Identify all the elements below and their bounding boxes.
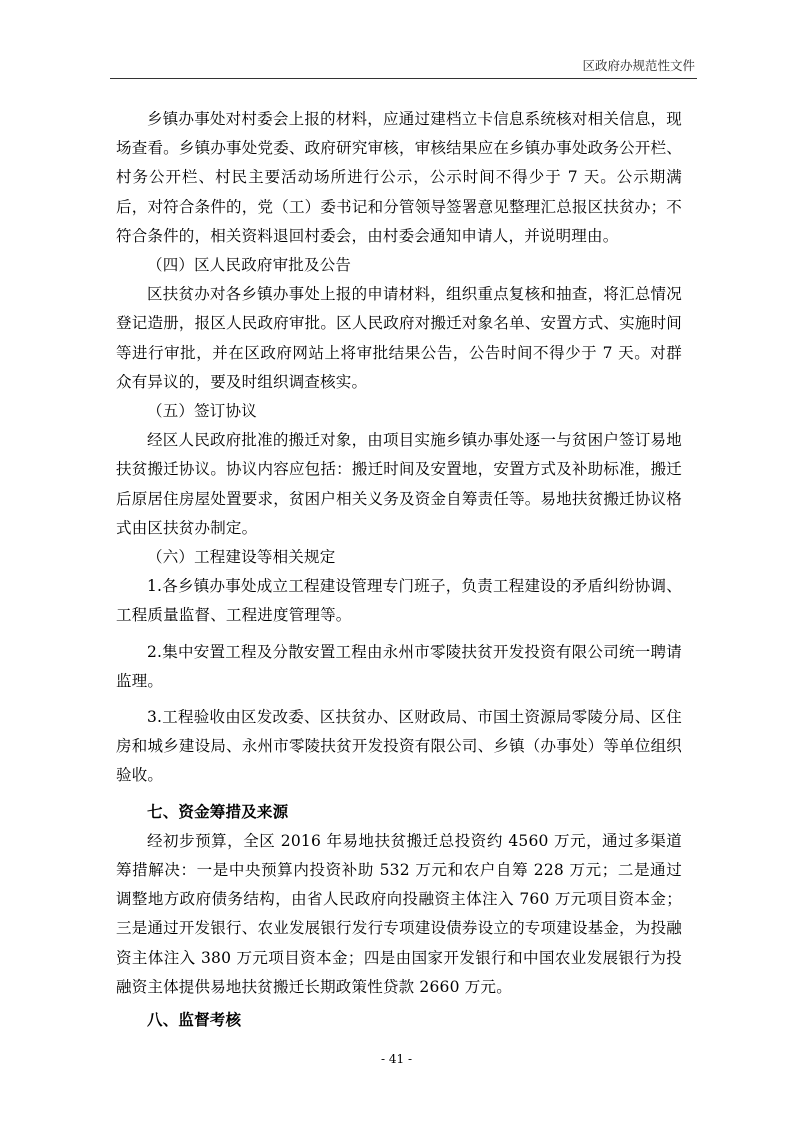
list-item-2: 2.集中安置工程及分散安置工程由永州市零陵扶贫开发投资有限公司统一聘请监理。	[116, 642, 682, 690]
document-header-title: 区政府办规范性文件	[582, 58, 695, 73]
paragraph-funding: 经初步预算，全区 2016 年易地扶贫搬迁总投资约 4560 万元，通过多渠道筹措解决：一是中央预算内投资补助 532 万元和农户自筹 228 万元；二是通过调整地方政府债务结构，由省人民政府向投融资主体注入 760 万元项目资本金；三是通过开发银行、农业发展银行发行专项建设债券设立的专项建设基金，为投融资主体注入 380 万元项目资本金；四是由国家开发银行和中国农业发展银行为投融资主体提供易地扶贫搬迁长期政策性贷款 2660 万元。	[116, 831, 682, 996]
paragraph-sign-agreement: 经区人民政府批准的搬迁对象，由项目实施乡镇办事处逐一与贫困户签订易地扶贫搬迁协议。协议内容应包括：搬迁时间及安置地，安置方式及补助标准，搬迁后原居住房屋处置要求，贫困户相关义务及资金自筹责任等。易地扶贫搬迁协议格式由区扶贫办制定。	[116, 431, 682, 537]
section-heading-6: （六）工程建设等相关规定	[147, 548, 336, 567]
list-item-1: 1.各乡镇办事处成立工程建设管理专门班子，负责工程建设的矛盾纠纷协调、工程质量监督、工程进度管理等。	[116, 577, 682, 625]
page-number: - 41 -	[380, 1052, 412, 1066]
section-heading-4: （四）区人民政府审批及公告	[147, 256, 352, 275]
list-item-3: 3.工程验收由区发改委、区扶贫办、区财政局、市国土资源局零陵分局、区住房和城乡建设局、永州市零陵扶贫开发投资有限公司、乡镇（办事处）等单位组织验收。	[116, 708, 682, 785]
document-body	[116, 105, 682, 1035]
section-heading-8: 八、监督考核	[147, 1011, 242, 1030]
paragraph-district-approval: 区扶贫办对各乡镇办事处上报的申请材料，组织重点复核和抽查，将汇总情况登记造册，报区人民政府审批。区人民政府对搬迁对象名单、安置方式、实施时间等进行审批，并在区政府网站上将审批结果公告，公告时间不得少于 7 天。对群众有异议的，要及时组织调查核实。	[116, 285, 682, 391]
section-heading-5: （五）签订协议	[147, 402, 257, 421]
paragraph-township-review: 乡镇办事处对村委会上报的材料，应通过建档立卡信息系统核对相关信息，现场查看。乡镇办事处党委、政府研究审核，审核结果应在乡镇办事处政务公开栏、村务公开栏、村民主要活动场所进行公示，公示时间不得少于 7 天。公示期满后，对符合条件的，党（工）委书记和分管领导签署意见整理汇总报区扶贫办；不符合条件的，相关资料退回村委会，由村委会通知申请人，并说明理由。	[116, 110, 682, 245]
header-divider	[110, 78, 697, 79]
section-heading-7: 七、资金筹措及来源	[147, 802, 289, 821]
